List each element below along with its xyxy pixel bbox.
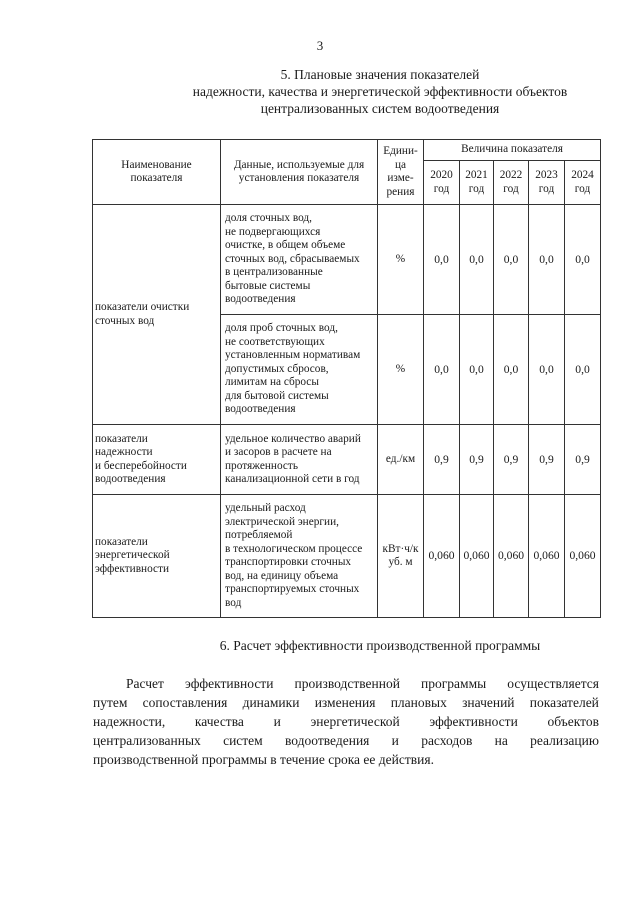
value-cell: 0,0	[565, 205, 601, 315]
header-year: 2023 год	[529, 161, 565, 205]
value-cell: 0,060	[529, 495, 565, 618]
section-5-title-line: 5. Плановые значения показателей	[280, 67, 480, 82]
header-unit-line: Едини-	[383, 145, 418, 157]
page-number: 3	[316, 38, 324, 53]
value-cell: 0,060	[494, 495, 529, 618]
value-cell: 0,0	[494, 315, 529, 425]
header-unit	[378, 140, 424, 205]
indicator-data: удельный расход электрической энергии, потребляемой в технологическом процессе транспортировки сточных вод, на единицу объема транспортируемых сточных вод	[221, 495, 378, 618]
value-cell: 0,0	[460, 205, 494, 315]
paragraph-line: надежности, качества и энергетической эффективности объектов	[93, 714, 599, 729]
header-unit-line: рения	[386, 185, 415, 198]
section-5-title-line: централизованных систем водоотведения	[260, 101, 500, 116]
value-cell: 0,060	[460, 495, 494, 618]
header-unit-line: ца	[394, 158, 407, 171]
header-value-group: Величина показателя	[424, 140, 601, 161]
header-year: 2020 год	[424, 161, 460, 205]
value-cell: 0,0	[529, 205, 565, 315]
value-cell: 0,0	[460, 315, 494, 425]
indicator-name: показатели энергетической эффективности	[93, 495, 221, 618]
header-name: Наименование показателя	[93, 140, 221, 205]
unit-cell: %	[378, 315, 424, 425]
unit-cell: кВт·ч/к уб. м	[378, 495, 424, 618]
indicator-data: удельное количество аварий и засоров в расчете на протяженность канализационной сети в год	[221, 425, 378, 495]
value-cell: 0,0	[424, 205, 460, 315]
paragraph-line: централизованных систем водоотведения и расходов на реализацию	[93, 733, 599, 748]
paragraph-line: Расчет эффективности производственной программы осуществляется	[126, 676, 599, 691]
value-cell: 0,060	[565, 495, 601, 618]
value-cell: 0,9	[529, 425, 565, 495]
header-year: 2021 год	[460, 161, 494, 205]
value-cell: 0,0	[424, 315, 460, 425]
unit-cell: ед./км	[378, 425, 424, 495]
paragraph-line: путем сопоставления динамики изменения плановых значений показателей	[93, 695, 599, 710]
header-year: 2022 год	[494, 161, 529, 205]
indicator-data: доля сточных вод, не подвергающихся очистке, в общем объеме сточных вод, сбрасываемых в централизованные бытовые системы водоотведения	[221, 205, 378, 315]
section-5-title-line: надежности, качества и энергетической эффективности объектов	[192, 84, 568, 99]
section-6-title: 6. Расчет эффективности производственной программы	[219, 638, 541, 653]
section-6-paragraph	[93, 674, 599, 769]
value-cell: 0,060	[424, 495, 460, 618]
value-cell: 0,0	[565, 315, 601, 425]
indicator-name: показатели надежности и бесперебойности водоотведения	[93, 425, 221, 495]
header-data: Данные, используемые для установления показателя	[221, 140, 378, 205]
value-cell: 0,9	[494, 425, 529, 495]
unit-cell: %	[378, 205, 424, 315]
indicator-data: доля проб сточных вод, не соответствующих установленным нормативам допустимых сбросов, лимитам на сбросы для бытовой системы водоотведения	[221, 315, 378, 425]
value-cell: 0,9	[565, 425, 601, 495]
indicators-table	[92, 139, 601, 618]
header-unit-line: изме-	[387, 172, 414, 184]
header-year: 2024 год	[565, 161, 601, 205]
value-cell: 0,0	[494, 205, 529, 315]
paragraph-line: производственной программы в течение срока ее действия.	[93, 752, 434, 767]
section-5-title	[140, 66, 620, 117]
value-cell: 0,9	[424, 425, 460, 495]
value-cell: 0,0	[529, 315, 565, 425]
value-cell: 0,9	[460, 425, 494, 495]
indicator-name: показатели очистки сточных вод	[93, 205, 221, 425]
